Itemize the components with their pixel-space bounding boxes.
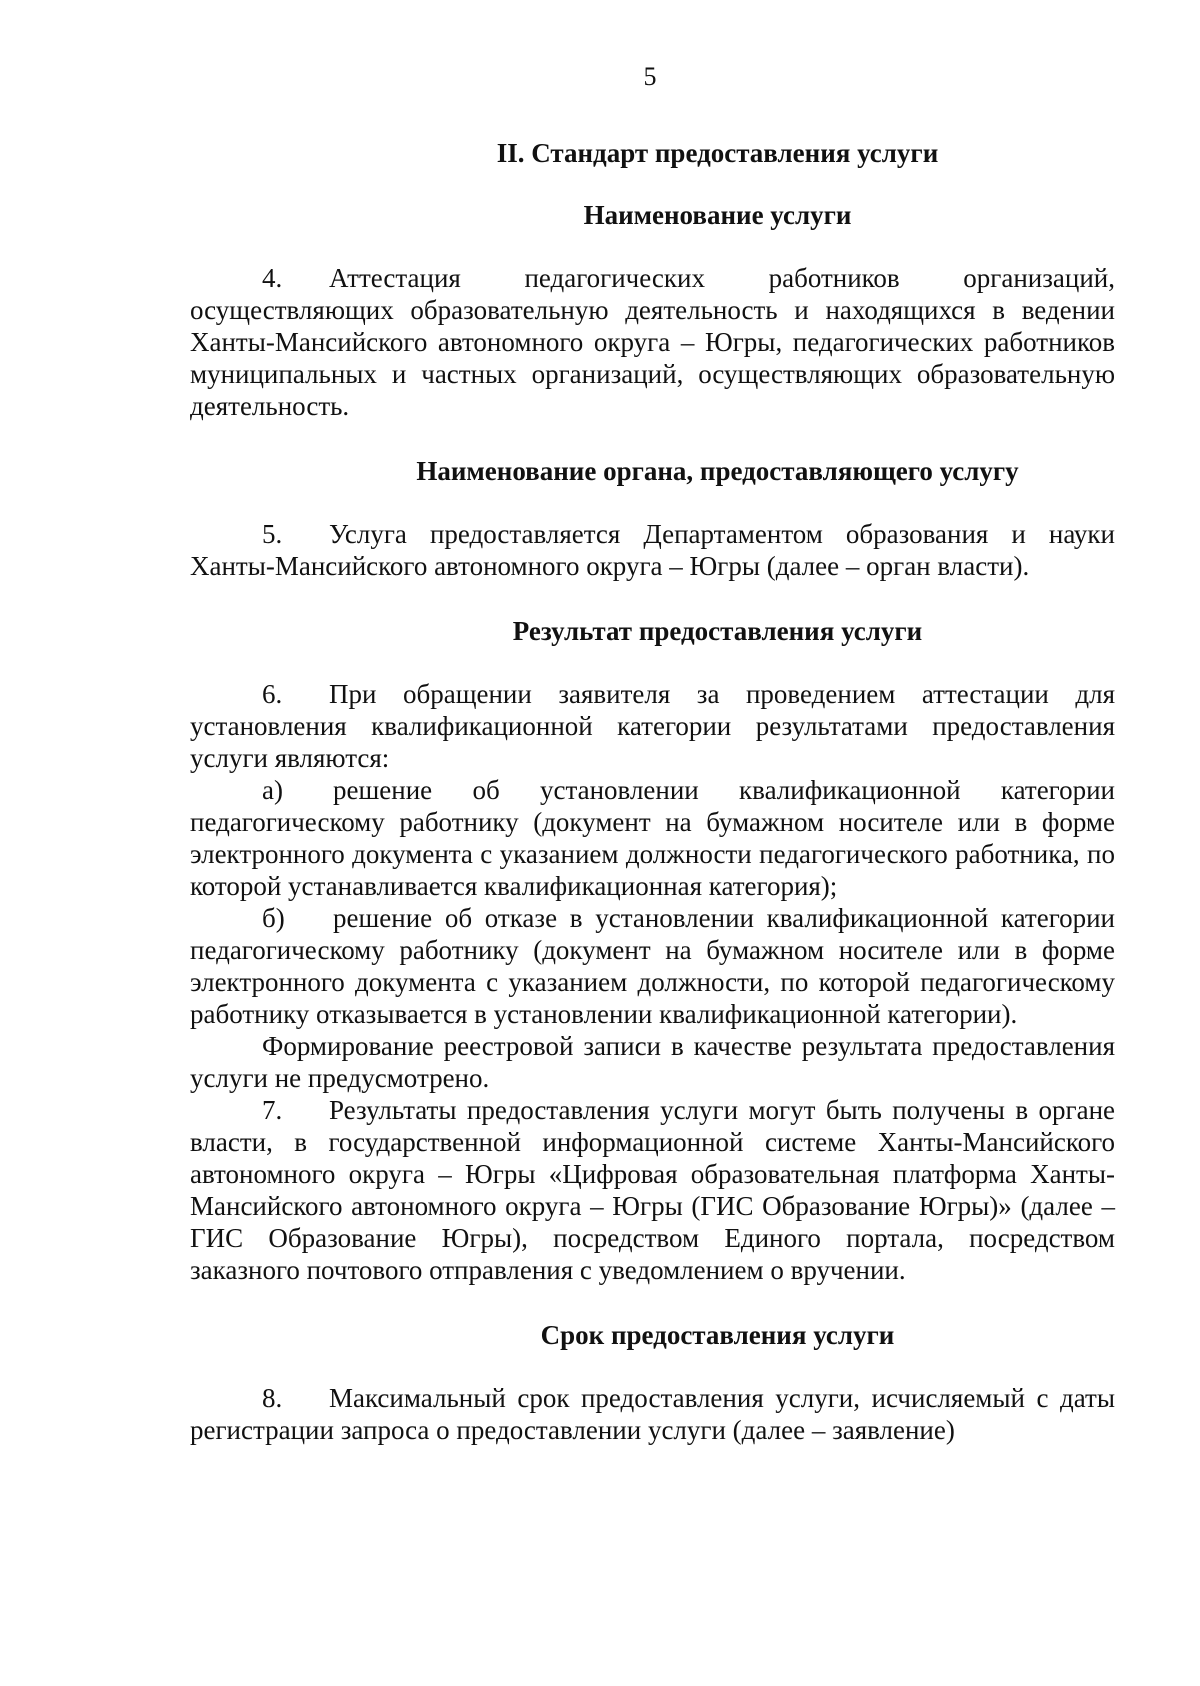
paragraph-6 (190, 678, 1115, 774)
paragraph-6-number: 6. (262, 679, 283, 709)
section-title: II. Стандарт предоставления услуги (496, 138, 939, 168)
paragraph-6a-label: а) (262, 775, 283, 805)
paragraph-7 (190, 1094, 1115, 1286)
paragraph-5 (190, 518, 1115, 582)
paragraph-4-number: 4. (262, 263, 283, 293)
paragraph-6-text: При обращении заявителя за проведением аттестации для установления квалификационной категории результатами предоставления услуги являются: (190, 679, 1115, 773)
heading-service-name: Наименование услуги (583, 200, 852, 230)
paragraph-4-text: Аттестация педагогических работников организаций, осуществляющих образовательную деятельность и находящихся в ведении Ханты-Мансийского автономного округа – Югры, педагогических работников муниципальных и частных организаций, осуществляющих образовательную деятельность. (190, 263, 1115, 421)
heading-service-term: Срок предоставления услуги (540, 1320, 895, 1350)
paragraph-6b-label: б) (262, 903, 285, 933)
paragraph-8 (190, 1382, 1115, 1446)
paragraph-6b (190, 902, 1115, 1030)
paragraph-6b-text: решение об отказе в установлении квалификационной категории педагогическому работнику (документ на бумажном носителе или в форме электронного документа с указанием должности, по которой педагогическому работнику отказывается в установлении квалификационной категории). (190, 903, 1115, 1029)
paragraph-6c: Формирование реестровой записи в качестве результата предоставления услуги не предусмотрено. (190, 1031, 1115, 1093)
paragraph-5-number: 5. (262, 519, 283, 549)
paragraph-5-text: Услуга предоставляется Департаментом образования и науки Ханты-Мансийского автономного округа – Югры (далее – орган власти). (190, 519, 1115, 581)
paragraph-6a (190, 774, 1115, 902)
document-body (190, 136, 1115, 1446)
paragraph-7-number: 7. (262, 1095, 283, 1125)
paragraph-7-text: Результаты предоставления услуги могут быть получены в органе власти, в государственной информационной системе Ханты-Мансийского автономного округа – Югры «Цифровая образовательная платформа Ханты-Мансийского автономного округа – Югры (ГИС Образование Югры)» (далее – ГИС Образование Югры), посредством Единого портала, посредством заказного почтового отправления с уведомлением о вручении. (190, 1095, 1115, 1285)
heading-service-organ: Наименование органа, предоставляющего услугу (416, 456, 1019, 486)
paragraph-4 (190, 262, 1115, 422)
page-number: 5 (643, 62, 657, 91)
paragraph-6a-text: решение об установлении квалификационной категории педагогическому работнику (документ на бумажном носителе или в форме электронного документа с указанием должности педагогического работника, по которой устанавливается квалификационная категория); (190, 775, 1115, 901)
paragraph-8-text: Максимальный срок предоставления услуги, исчисляемый с даты регистрации запроса о предоставлении услуги (далее – заявление) (190, 1383, 1115, 1445)
paragraph-8-number: 8. (262, 1383, 283, 1413)
heading-service-result: Результат предоставления услуги (512, 616, 923, 646)
